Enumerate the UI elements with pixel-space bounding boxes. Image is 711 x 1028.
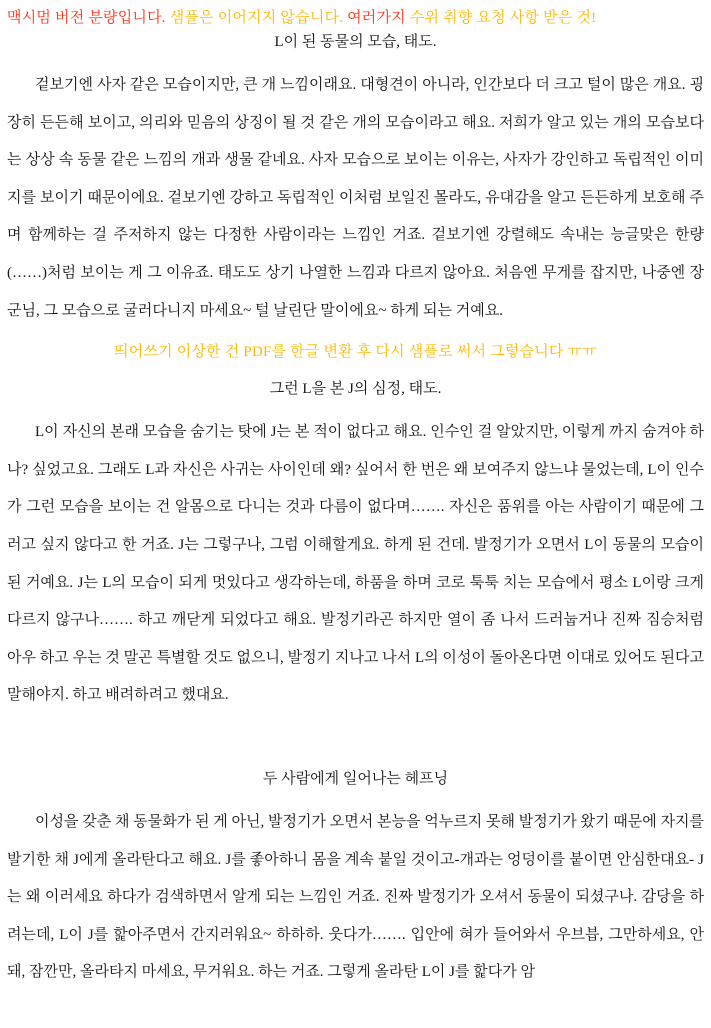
section3-title: 두 사람에게 일어나는 헤프닝 (262, 770, 449, 787)
header-note-segment-red-1: 맥시멈 버전 분량입니다. (7, 10, 170, 26)
section2-paragraph: L이 자신의 본래 모습을 숨기는 탓에 J는 본 적이 없다고 해요. 인수인 걸 알았지만, 이렇게 까지 숨겨야 하나? 싶었고요. 그래도 L과 자신은 사귀는 사이인데 왜? 싶어서 한 번은 왜 보여주지 않느냐 물었는데, L이 인수가 그런 모습을 보이는 건 알몸으로 다니는 것과 다름이 없다며……. 자신은 품위를 아는 사람이기 때문에 그러고 싶지 않다고 한 거죠. J는 그렇구나, 그럼 이해할게요. 하게 된 건데. 발정기가 오면서 L이 동물의 모습이 된 거예요. J는 L의 모습이 되게 멋있다고 생각하는데, 하품을 하며 코로 툭툭 치는 모습에서 평소 L이랑 크게 다르지 않구나……. 하고 깨닫게 되었다고 해요. 발정기라곤 하지만 열이 좀 나서 드러눕거나 진짜 짐승처럼 아우 하고 우는 것 말곤 특별할 것도 없으니, 발정기 지나고 나서 L의 이성이 돌아온다면 이대로 있어도 된다고 말해야지. 하고 배려하려고 했대요. (7, 424, 704, 704)
section1-title: L이 된 동물의 모습, 태도. (274, 34, 437, 50)
header-note-segment-red-2: 여러가지 (347, 10, 410, 26)
section2-title: 그런 L을 본 J의 심정, 태도. (269, 381, 442, 398)
header-note-segment-gold-1: 샘플은 이어지지 않습니다. (169, 10, 348, 26)
conversion-note: 띄어쓰기 이상한 건 PDF를 한글 변환 후 다시 샘플로 써서 그렇습니다 ㅠㅠ (114, 344, 597, 361)
section3-paragraph: 이성을 갖춘 채 동물화가 된 게 아닌, 발정기가 오면서 본능을 억누르지 못해 발정기가 왔기 때문에 자지를 발기한 채 J에게 올라탄다고 해요. J를 좋아하니 몸을 계속 붙일 것이고-개과는 엉덩이를 붙이면 안심한대요- J는 왜 이러세요 하다가 검색하면서 알게 되는 느낌인 거죠. 진짜 발정기가 오셔서 동물이 되셨구나. 감당을 하려는데, L이 J를 핥아주면서 간지러워요~ 하하하. 웃다가……. 입안에 혀가 들어와서 우브븝, 그만하세요, 안 돼, 잠깐만, 올라타지 마세요, 무거워요. 하는 거죠. 그렇게 올라탄 L이 J를 핥다가 암 (7, 813, 704, 981)
section1-paragraph: 겉보기엔 사자 같은 모습이지만, 큰 개 느낌이래요. 대형견이 아니라, 인간보다 더 크고 털이 많은 개요. 굉장히 든든해 보이고, 의리와 믿음의 상징이 될 것 같은 개의 모습이라고 해요. 저희가 알고 있는 개의 모습보다는 상상 속 동물 같은 느낌의 개과 생물 같네요. 사자 모습으로 보이는 이유는, 사자가 강인하고 독립적인 이미지를 보이기 때문이에요. 겉보기엔 강하고 독립적인 이처럼 보일진 몰라도, 유대감을 알고 든든하게 보호해 주며 함께하는 걸 주저하지 않는 다정한 사람이라는 느낌인 거죠. 겉보기엔 강렬해도 속내는 능글맞은 한량(……)처럼 보이는 게 그 이유죠. 태도도 상기 나열한 느낌과 다르지 않아요. 처음엔 무게를 잡지만, 나중엔 장군님, 그 모습으로 굴러다니지 마세요~ 털 날린단 말이에요~ 하게 되는 거예요. (7, 77, 704, 319)
header-note-segment-gold-2: 수위 취향 요청 사항 받은 것! (409, 10, 597, 26)
header-note (7, 6, 704, 30)
